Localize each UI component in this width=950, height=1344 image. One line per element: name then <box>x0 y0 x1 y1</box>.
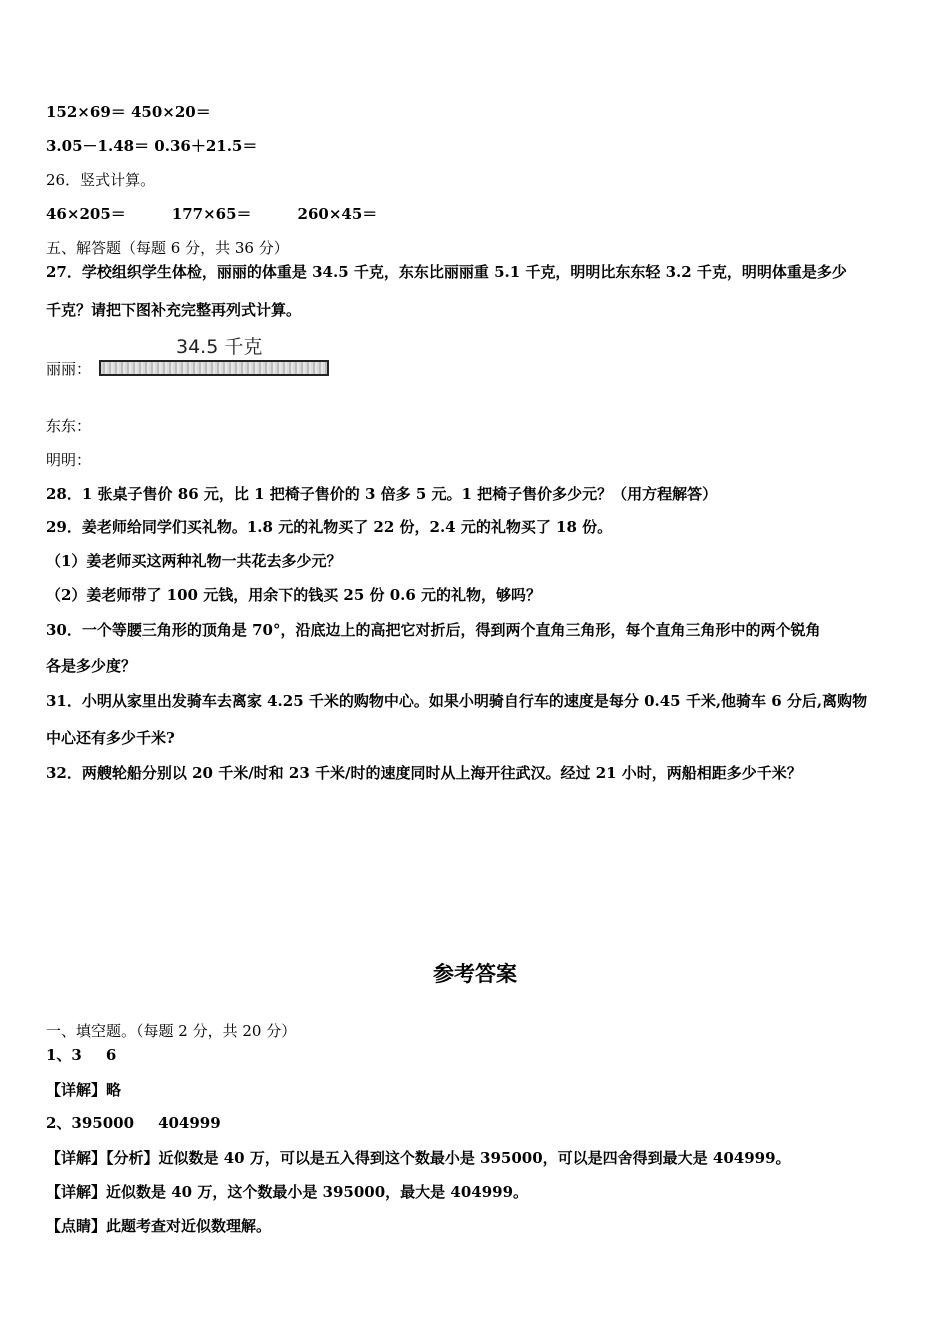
weight-figure-label: 34.5 千克 <box>176 336 263 358</box>
answer-2 <box>46 1113 920 1133</box>
section-5-heading: 五、解答题（每题 6 分，共 36 分） <box>46 239 289 257</box>
question-31-line-2: 中心还有多少千米? <box>46 729 175 747</box>
question-31-line-1: 31．小明从家里出发骑车去离家 4.25 千米的购物中心。如果小明骑自行车的速度是每分 0.45 千米,他骑车 6 分后,离购物 <box>46 692 868 710</box>
answer-1 <box>46 1045 920 1065</box>
question-27-line-1: 27．学校组织学生体检，丽丽的体重是 34.5 千克，东东比丽丽重 5.1 千克，明明比东东轻 3.2 千克，明明体重是多少 <box>46 263 847 281</box>
answers-section-1-heading: 一、填空题。（每题 2 分，共 20 分） <box>46 1022 297 1040</box>
question-30-line-2: 各是多少度？ <box>46 657 137 675</box>
answer-1-number: 1、3 <box>46 1046 82 1064</box>
weight-bar-lili <box>99 360 329 376</box>
calc-line-1: 152×69＝ 450×20＝ <box>46 103 211 121</box>
question-28: 28．1 张桌子售价 86 元，比 1 把椅子售价的 3 倍多 5 元。1 把椅子售价多少元？（用方程解答） <box>46 485 718 503</box>
question-29: 29．姜老师给同学们买礼物。1.8 元的礼物买了 22 份，2.4 元的礼物买了 18 份。 <box>46 518 613 536</box>
label-dongdong: 东东： <box>46 417 92 435</box>
question-26: 26．竖式计算。 <box>46 171 156 189</box>
answer-1-value: 6 <box>105 1046 117 1064</box>
q26-item-a: 46×205＝ <box>46 205 126 223</box>
answer-1-detail: 【详解】略 <box>46 1081 122 1099</box>
question-30-line-1: 30．一个等腰三角形的顶角是 70°，沿底边上的高把它对折后，得到两个直角三角形，每个直角三角形中的两个锐角 <box>46 621 821 639</box>
q26-item-b: 177×65＝ <box>171 205 252 223</box>
label-lili: 丽丽： <box>46 360 92 378</box>
answer-2-note: 【点睛】此题考查对近似数理解。 <box>46 1217 272 1235</box>
question-26-items <box>46 204 920 224</box>
calc-line-2: 3.05－1.48＝ 0.36＋21.5＝ <box>46 137 258 155</box>
label-mingming: 明明： <box>46 451 92 469</box>
answer-2-detail: 【详解】近似数是 40 万，这个数最小是 395000，最大是 404999。 <box>46 1183 529 1201</box>
question-32: 32．两艘轮船分别以 20 千米/时和 23 千米/时的速度同时从上海开往武汉。经过 21 小时，两船相距多少千米？ <box>46 764 802 782</box>
answer-2-value: 404999 <box>158 1114 221 1132</box>
answer-2-number: 2、395000 <box>46 1114 135 1132</box>
q26-item-c: 260×45＝ <box>297 205 378 223</box>
question-27-line-2: 千克？请把下图补充完整再列式计算。 <box>46 301 302 319</box>
question-29-part-2: （2）姜老师带了 100 元钱，用余下的钱买 25 份 0.6 元的礼物，够吗？ <box>46 586 542 604</box>
answers-title: 参考答案 <box>433 962 517 986</box>
question-29-part-1: （1）姜老师买这两种礼物一共花去多少元？ <box>46 552 342 570</box>
answer-2-analysis: 【详解】【分析】近似数是 40 万，可以是五入得到这个数最小是 395000，可以是四舍得到最大是 404999。 <box>46 1149 791 1167</box>
